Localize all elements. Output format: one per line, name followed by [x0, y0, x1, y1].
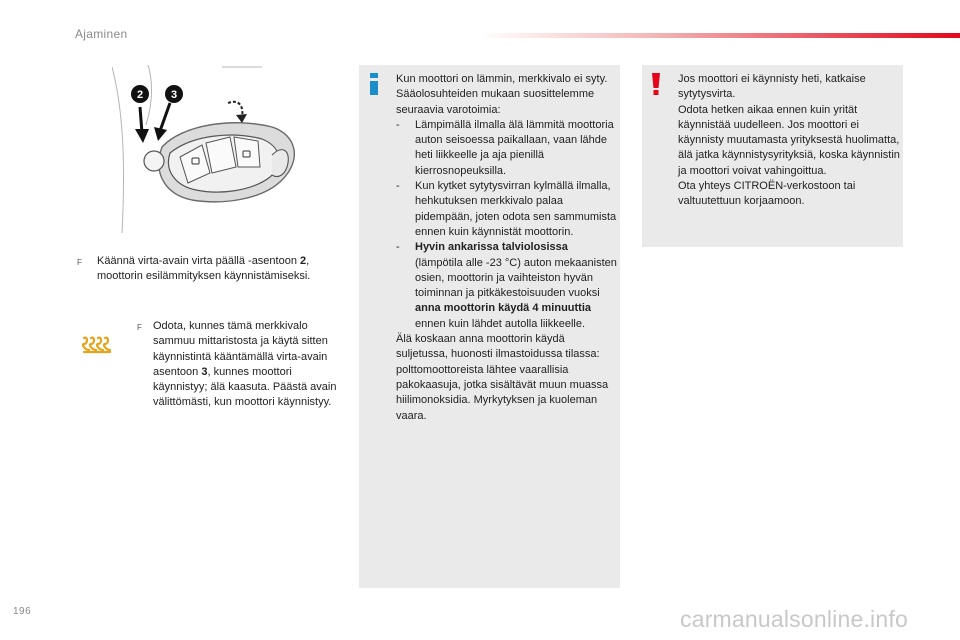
step-2-position: 3 — [201, 365, 208, 378]
dash: - — [396, 180, 400, 193]
warning-line-2: Odota hetken aikaa ennen kuin yrität käynnistää uudelleen. Jos moottori ei käynnisty muutamasta yrityksestä huolimatta, älä jatka käynnistysyrityksiä, koska käynnistin ja moottori voivat vahingoittua. — [678, 103, 900, 177]
info-outro: Älä koskaan anna moottorin käydä suljetussa, huonosti ilmastoidussa tilassa: polttomoottoreista lähtee vaarallisia pakokaasuja, jotka sisältävät muun muassa hiilimonoksidia. Myrkytyksen ja kuoleman vaara. — [396, 333, 609, 422]
page-number: 196 — [13, 606, 32, 617]
step-1 — [77, 254, 347, 285]
info-item-3-text-b: ennen kuin lähdet autolla liikkeelle. — [415, 317, 586, 330]
callout-2: 2 — [136, 89, 144, 101]
info-intro: Kun moottori on lämmin, merkkivalo ei syty. Sääolosuhteiden mukaan suosittelemme seuraavia varotoimia: — [396, 73, 608, 116]
warning-line-3: Ota yhteys CITROËN-verkostoon tai valtuutettuun korjaamoon. — [678, 180, 856, 208]
warning-text — [678, 72, 900, 210]
step-1-position: 2 — [300, 255, 307, 267]
flag-bullet-icon: F — [137, 323, 142, 332]
info-item-2-text: Kun kytket sytytysvirran kylmällä ilmalla, hehkutuksen merkkivalo palaa pidempään, joten odota sen sammumista ennen kuin käynnistät moottorin. — [415, 180, 617, 238]
info-item-3-text-a: (lämpötila alle -23 °C) auton mekaanisten osien, moottorin ja vaihteiston hyvän toiminnan ja pitkäkestoisuuden vuoksi — [415, 256, 617, 300]
callout-3: 3 — [170, 89, 178, 101]
warning-line-1: Jos moottori ei käynnisty heti, katkaise sytytysvirta. — [678, 73, 866, 101]
info-item-1 — [396, 118, 618, 179]
step-2 — [137, 319, 347, 411]
exclamation-warning-icon — [650, 73, 662, 95]
step-2-text-b: , kunnes moottori käynnistyy; älä kaasuta. Päästä avain välittömästi, kun moottori käynnistyy. — [153, 365, 337, 409]
step-1-text-a: Käännä virta-avain virta päällä -asentoon — [97, 255, 301, 267]
step-1-text-b: , — [306, 255, 310, 267]
info-item-3-bold-2: anna moottorin käydä 4 minuuttia — [415, 302, 592, 315]
glow-plug-indicator-icon — [82, 334, 112, 354]
info-icon — [367, 73, 381, 95]
header-accent-rule — [480, 33, 960, 38]
step-2-text — [137, 319, 347, 411]
info-item-3 — [396, 240, 618, 332]
info-item-3-bold: Hyvin ankarissa talviolosissa — [415, 241, 568, 254]
step-1-line-1 — [77, 254, 347, 269]
step-2-text-a: Odota, kunnes tämä merkkivalo sammuu mittaristosta ja käytä sitten käynnistintä kääntämällä virta-avain asentoon — [153, 320, 328, 378]
dash: - — [396, 241, 400, 254]
flag-bullet-icon: F — [77, 258, 82, 267]
section-title: Ajaminen — [75, 27, 128, 41]
step-1-line-2: moottorin esilämmityksen käynnistämiseksi. — [97, 270, 311, 283]
watermark: carmanualsonline.info — [680, 606, 908, 632]
info-item-2 — [396, 179, 618, 240]
dash: - — [396, 118, 400, 131]
info-text — [396, 72, 618, 424]
info-item-1-text: Lämpimällä ilmalla älä lämmitä moottoria auton seisoessa paikallaan, vaan lähde heti liikkeelle ja aja pienillä kierrosnopeuksilla. — [415, 118, 614, 177]
ignition-key-illustration — [112, 65, 340, 233]
